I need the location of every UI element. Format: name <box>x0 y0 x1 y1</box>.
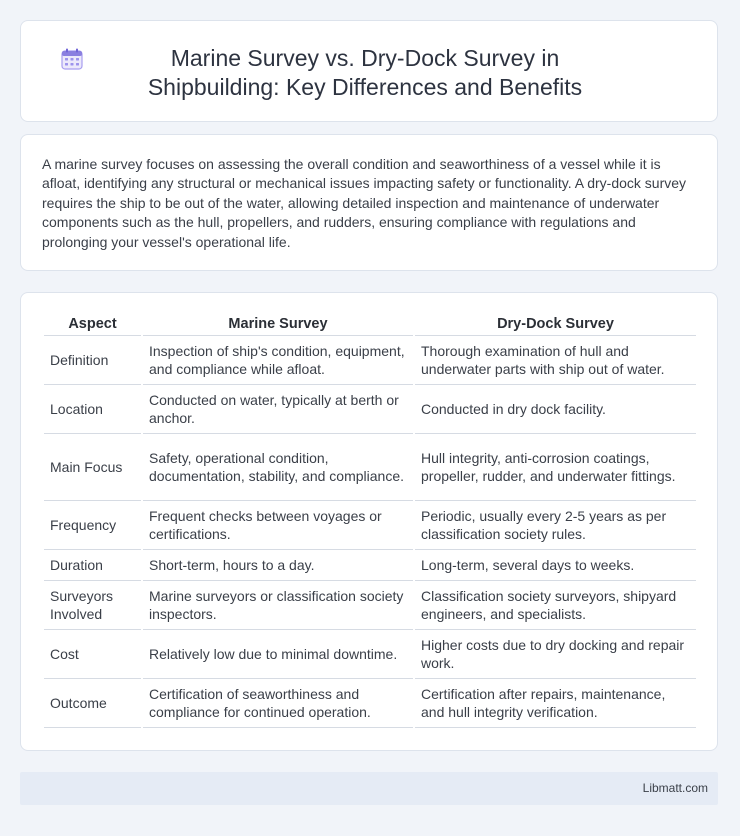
intro-card <box>20 134 718 271</box>
table-row <box>44 385 696 434</box>
header-dry-dock-survey: Dry-Dock Survey <box>415 313 696 336</box>
header-aspect: Aspect <box>44 313 141 336</box>
row-marine: Inspection of ship's condition, equipment, and compliance while afloat. <box>143 336 413 385</box>
row-drydock: Conducted in dry dock facility. <box>415 385 696 434</box>
comparison-table <box>42 313 698 728</box>
row-aspect: Location <box>44 385 141 434</box>
row-drydock: Classification society surveyors, shipyard engineers, and specialists. <box>415 581 696 630</box>
row-drydock: Certification after repairs, maintenance, and hull integrity verification. <box>415 679 696 728</box>
comparison-card <box>20 292 718 751</box>
row-marine: Safety, operational condition, documentation, stability, and compliance. <box>143 434 413 501</box>
table-row <box>44 501 696 550</box>
intro-paragraph: A marine survey focuses on assessing the overall condition and seaworthiness of a vessel while it is afloat, identifying any structural or mechanical issues impacting safety or functionality. A dry-dock survey requires the ship to be out of the water, allowing detailed inspection and maintenance of underwater components such as the hull, propellers, and rudders, ensuring compliance with regulations and prolonging your vessel's operational life. <box>42 156 687 250</box>
row-marine: Conducted on water, typically at berth or anchor. <box>143 385 413 434</box>
table-row <box>44 630 696 679</box>
table-header-row <box>44 313 696 336</box>
row-drydock: Long-term, several days to weeks. <box>415 550 696 581</box>
table-row <box>44 336 696 385</box>
row-drydock: Thorough examination of hull and underwater parts with ship out of water. <box>415 336 696 385</box>
row-aspect: Definition <box>44 336 141 385</box>
row-marine: Marine surveyors or classification society inspectors. <box>143 581 413 630</box>
row-drydock: Higher costs due to dry docking and repair work. <box>415 630 696 679</box>
row-aspect: Outcome <box>44 679 141 728</box>
title-card <box>20 20 718 122</box>
row-marine: Short-term, hours to a day. <box>143 550 413 581</box>
row-marine: Frequent checks between voyages or certifications. <box>143 501 413 550</box>
footer-brand-link[interactable]: Libmatt.com <box>642 781 708 795</box>
row-aspect: Frequency <box>44 501 141 550</box>
row-aspect: Cost <box>44 630 141 679</box>
table-row <box>44 434 696 501</box>
row-drydock: Hull integrity, anti-corrosion coatings, propeller, rudder, and underwater fittings. <box>415 434 696 501</box>
row-marine: Relatively low due to minimal downtime. <box>143 630 413 679</box>
table-row <box>44 581 696 630</box>
footer-bar <box>20 772 718 805</box>
row-marine: Certification of seaworthiness and compliance for continued operation. <box>143 679 413 728</box>
table-row <box>44 550 696 581</box>
row-drydock: Periodic, usually every 2-5 years as per classification society rules. <box>415 501 696 550</box>
page-title: Marine Survey vs. Dry-Dock Survey in Shipbuilding: Key Differences and Benefits <box>147 45 583 100</box>
row-aspect: Surveyors Involved <box>44 581 141 630</box>
row-aspect: Main Focus <box>44 434 141 501</box>
row-aspect: Duration <box>44 550 141 581</box>
table-row <box>44 679 696 728</box>
header-marine-survey: Marine Survey <box>143 313 413 336</box>
